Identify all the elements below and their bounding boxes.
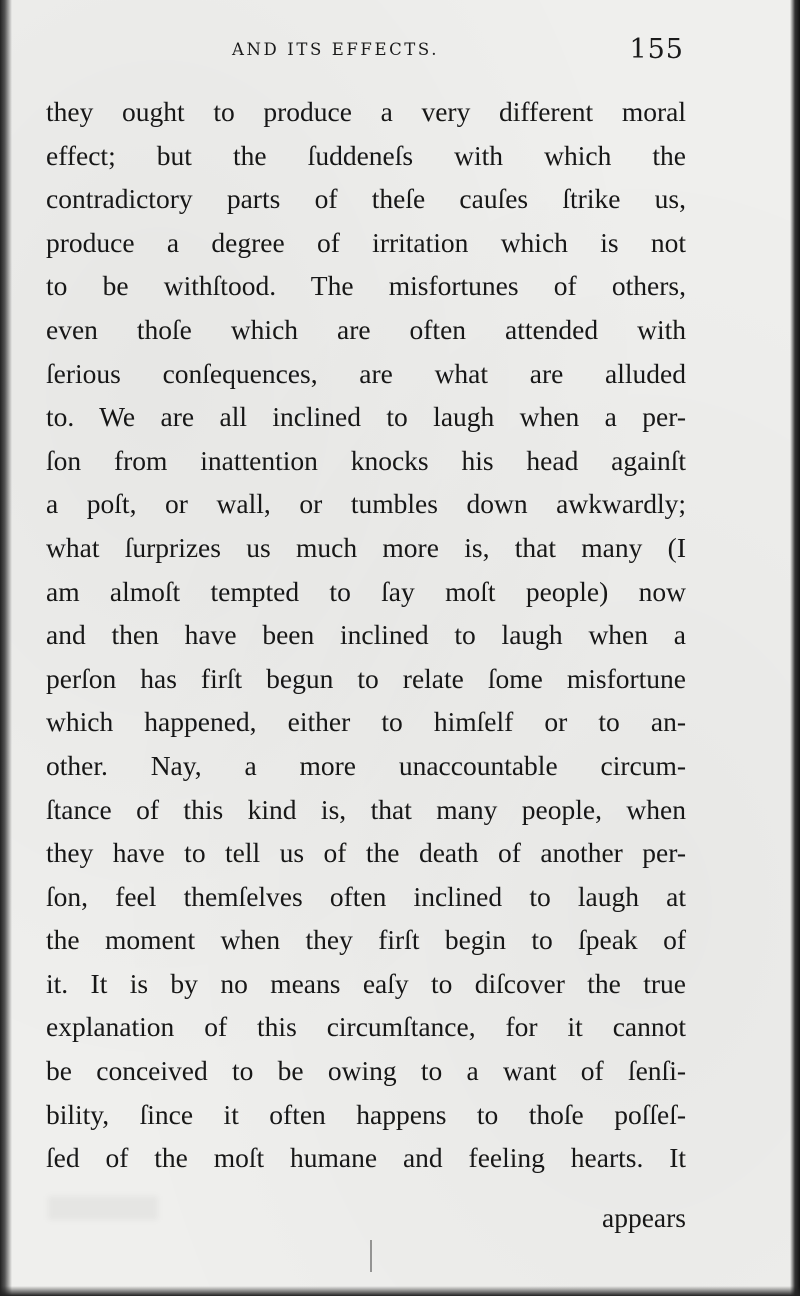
page-right-shadow: [790, 0, 800, 1296]
text-line: ſerious conſequences, are what are alluded: [46, 357, 686, 389]
text-line: ſtance of this kind is, that many people, when: [46, 793, 686, 825]
text-line: ſon from inattention knocks his head againſt: [46, 444, 686, 476]
text-line: explanation of this circumſtance, for it cannot: [46, 1011, 686, 1043]
page-left-shadow: [0, 0, 12, 1296]
text-line: even thoſe which are often attended with: [46, 313, 686, 345]
text-line: produce a degree of irritation which is not: [46, 226, 686, 258]
page-bottom-shadow: [0, 1286, 800, 1296]
text-line: am almoſt tempted to ſay moſt people) now: [46, 575, 686, 607]
text-line: bility, ſince it often happens to thoſe poſſeſ-: [46, 1098, 686, 1130]
page-number: 155: [629, 34, 684, 65]
text-line: a poſt, or wall, or tumbles down awkwardly;: [46, 488, 686, 520]
show-through-smudge: [48, 1196, 158, 1220]
text-line: to be withſtood. The misfortunes of others,: [46, 270, 686, 302]
body-text: [46, 90, 686, 1180]
text-line: contradictory parts of theſe cauſes ſtrike us,: [46, 183, 686, 215]
catchword: appears: [602, 1202, 686, 1233]
text-line: effect; but the ſuddeneſs with which the: [46, 139, 686, 171]
text-line: it. It is by no means eaſy to diſcover the true: [46, 967, 686, 999]
text-line: which happened, either to himſelf or to an-: [46, 706, 686, 738]
text-line: what ſurprizes us much more is, that many (I: [46, 531, 686, 563]
text-line: perſon has firſt begun to relate ſome misfortune: [46, 662, 686, 694]
text-line: be conceived to be owing to a want of ſenſi-: [46, 1055, 686, 1087]
text-line: the moment when they firſt begin to ſpeak of: [46, 924, 686, 956]
text-line: and then have been inclined to laugh when a: [46, 619, 686, 651]
text-line: ſon, feel themſelves often inclined to laugh at: [46, 880, 686, 912]
text-line: other. Nay, a more unaccountable circum-: [46, 749, 686, 781]
paper-mark: [370, 1240, 372, 1272]
text-line: they ought to produce a very different moral: [46, 96, 686, 127]
text-line: ſed of the moſt humane and feeling hearts. It: [46, 1142, 686, 1174]
text-line: to. We are all inclined to laugh when a per-: [46, 401, 686, 433]
running-head: AND ITS EFFECTS.: [232, 40, 440, 59]
text-line: they have to tell us of the death of another per-: [46, 837, 686, 869]
